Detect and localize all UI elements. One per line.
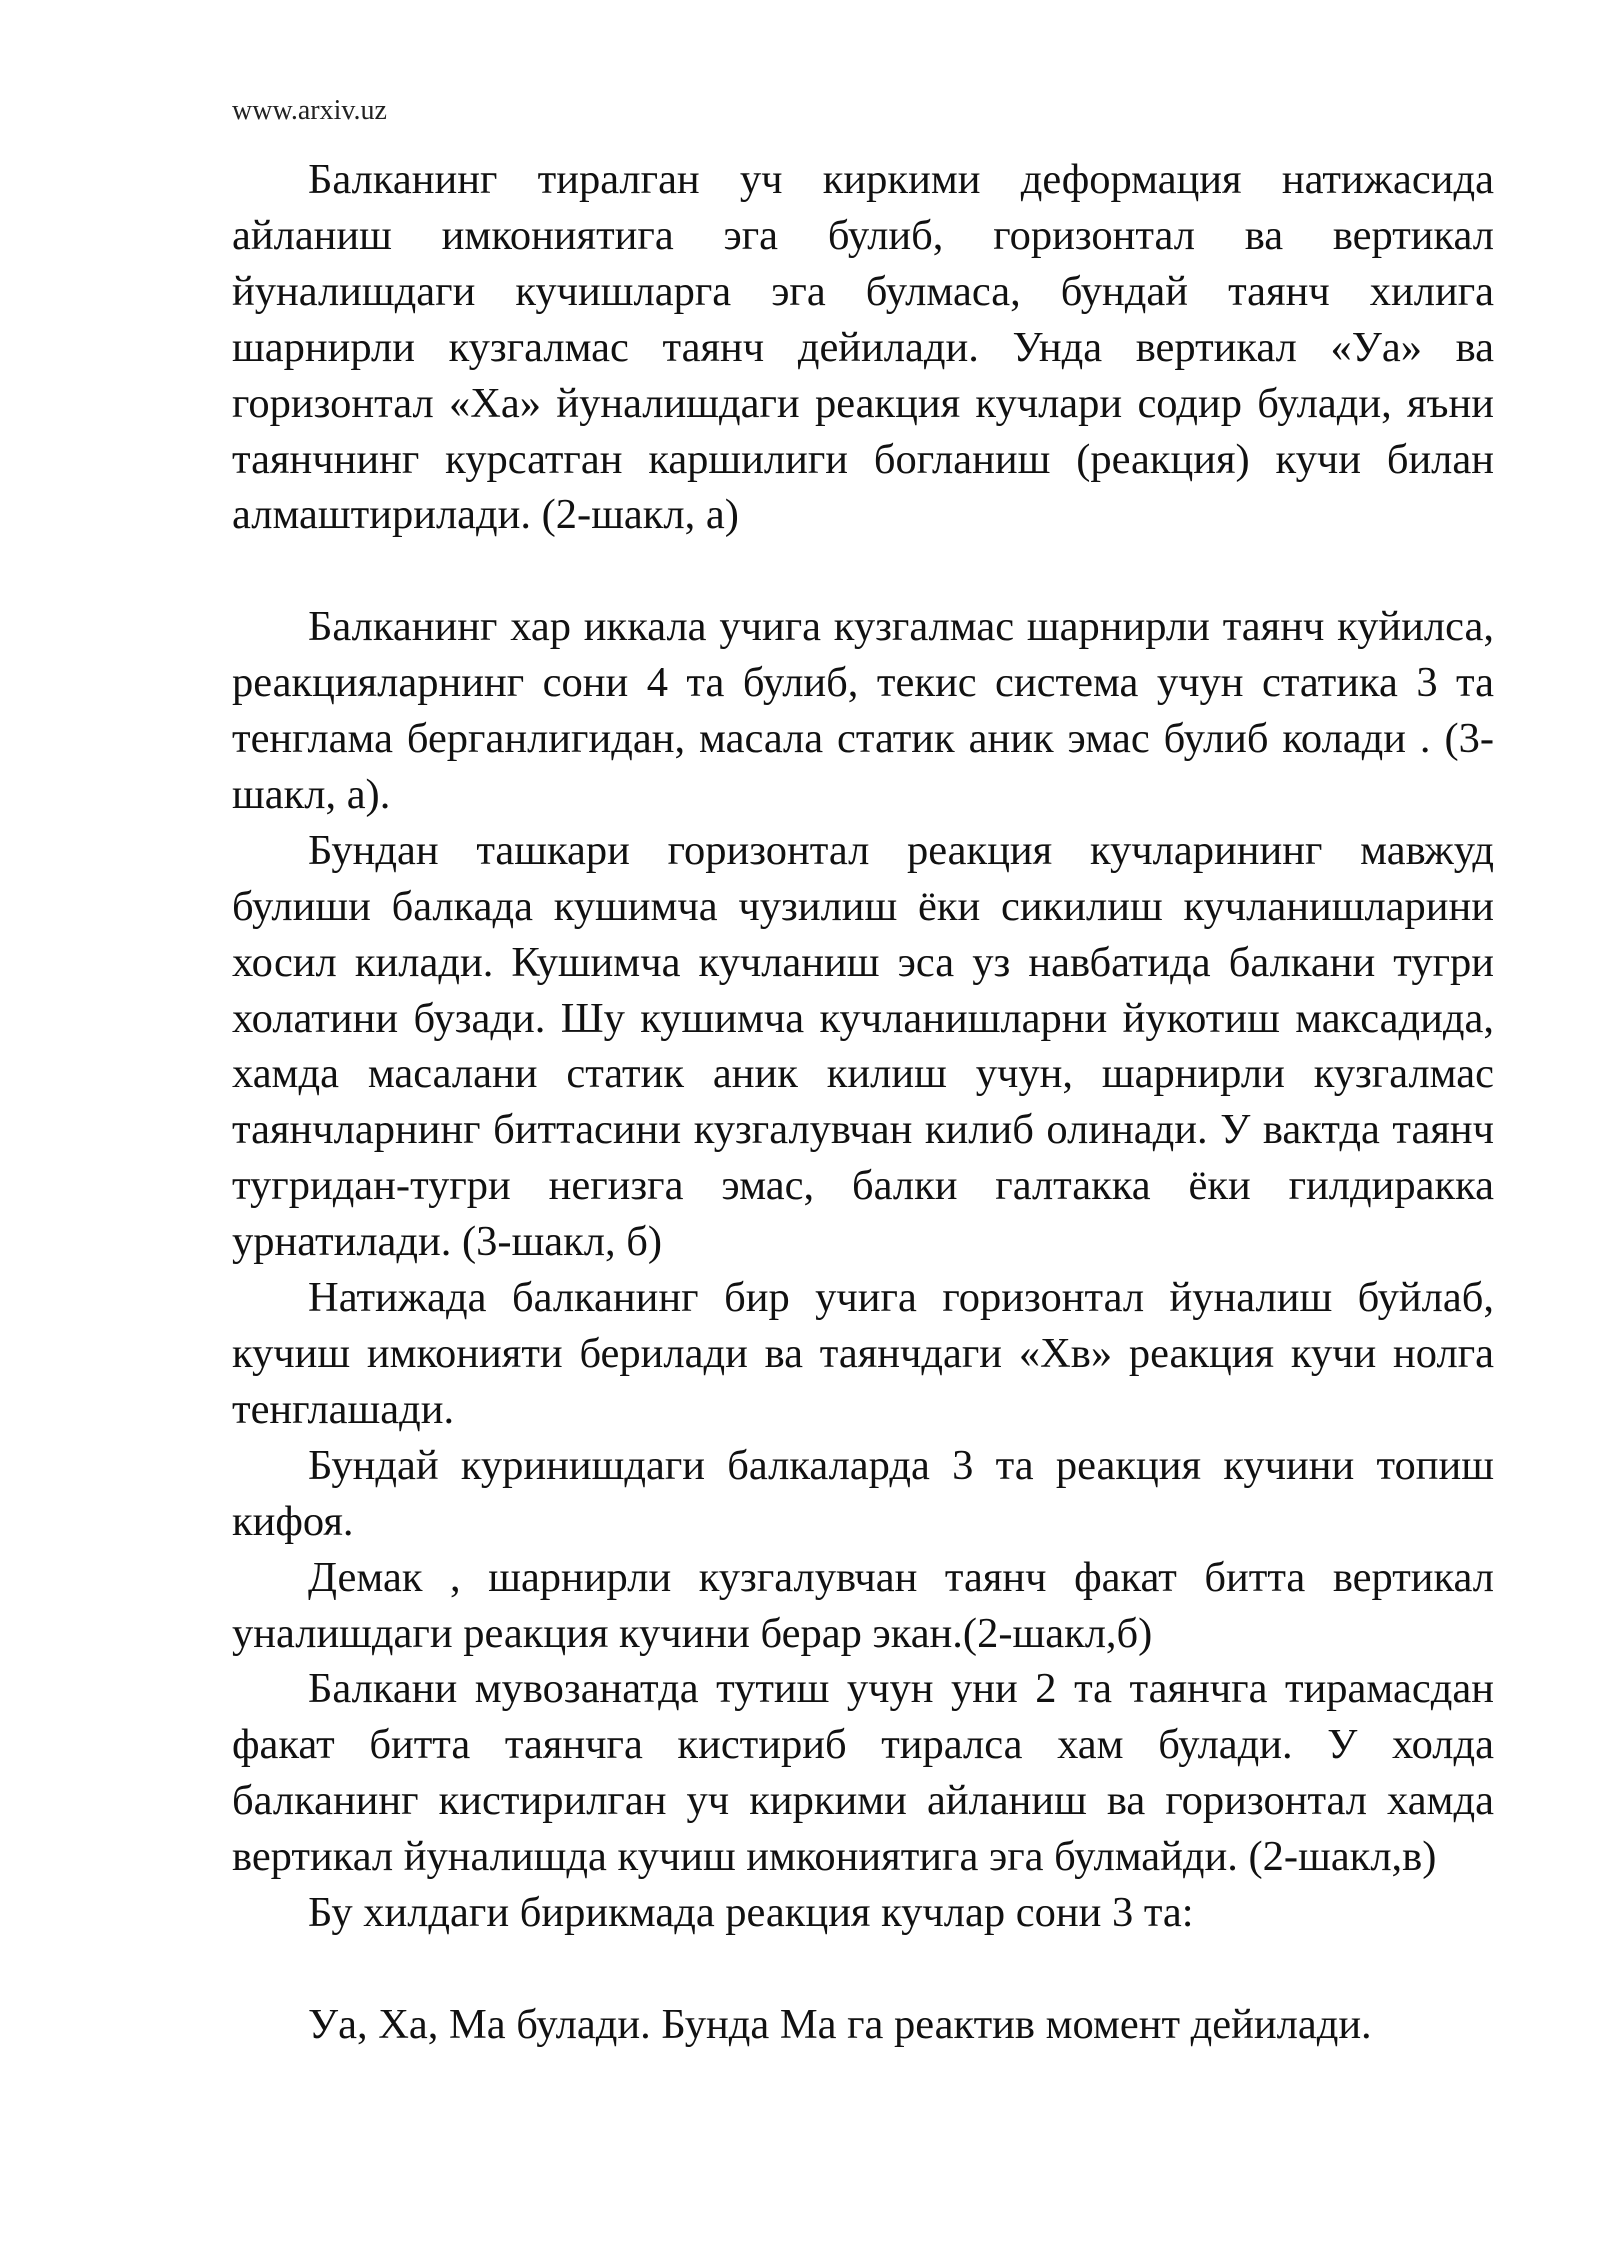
paragraph-clamped-support: Балкани мувозанатда тутиш учун уни 2 та таянчга тирамасдан факат битта таянчга кистириб тиралса хам булади. У холда балканинг кистирилган уч киркими айланиш ва горизонтал хамда вертикал йуналишда кучиш имкониятига эга булмайди. (2-шакл,в) [232, 1665, 1494, 1881]
paragraph-movable-support: Демак , шарнирли кузгалувчан таянч факат битта вертикал уналишдаги реакция кучини берар экан.(2-шакл,б) [232, 1553, 1494, 1657]
paragraph-reactive-moment: Уа, Ха, Ма булади. Бунда Ма га реактив момент дейилади. [308, 2000, 1372, 2048]
paragraph-result: Натижада балканинг бир учига горизонтал йуналиш буйлаб, кучиш имконияти берилади ва таянчдаги «Хв» реакция кучи нолга тенглашади. [232, 1274, 1494, 1433]
paragraph-three-reactions: Бундай куринишдаги балкаларда 3 та реакция кучини топиш кифоя. [232, 1441, 1494, 1545]
paragraph-horizontal-reactions: Бундан ташкари горизонтал реакция кучларининг мавжуд булиши балкада кушимча чузилиш ёки сикилиш кучланишларини хосил килади. Кушимча кучланиш эса уз навбатида балкани тугри холатини бузади. Шу кушимча кучланишларни йукотиш максадида, хамда масалани статик аник килиш учун, шарнирли кузгалмас таянчларнинг биттасини кузгалувчан килиб олинади. У вактда таянч тугридан-тугри негизга эмас, балки галтакка ёки гилдиракка урнатилади. (3-шакл, б) [232, 826, 1494, 1266]
paragraph-gap [232, 1941, 1494, 1997]
site-url: www.arxiv.uz [232, 95, 387, 126]
paragraph-gap [232, 543, 1494, 599]
paragraph-fixed-support: Балканинг тиралган уч киркими деформация натижасида айланиш имкониятига эга булиб, горизонтал ва вертикал йуналишдаги кучишларга эга булмаса, бундай таянч хилига шарнирли кузгалмас таянч дейилади. Унда вертикал «Уа» ва горизонтал «Ха» йуналишдаги реакция кучлари содир булади, яъни таянчнинг курсатган каршилиги богланиш (реакция) кучи билан алмаштирилади. (2-шакл, а) [232, 156, 1494, 539]
body-text [232, 152, 1494, 2053]
paragraph-two-fixed-supports: Балканинг хар иккала учига кузгалмас шарнирли таянч куйилса, реакцияларнинг сони 4 та булиб, текис система учун статика 3 та тенглама берганлигидан, масала статик аник эмас булиб колади . (3-шакл, а). [232, 603, 1494, 818]
paragraph-reaction-count: Бу хилдаги бирикмада реакция кучлар сони 3 та: [308, 1889, 1194, 1937]
